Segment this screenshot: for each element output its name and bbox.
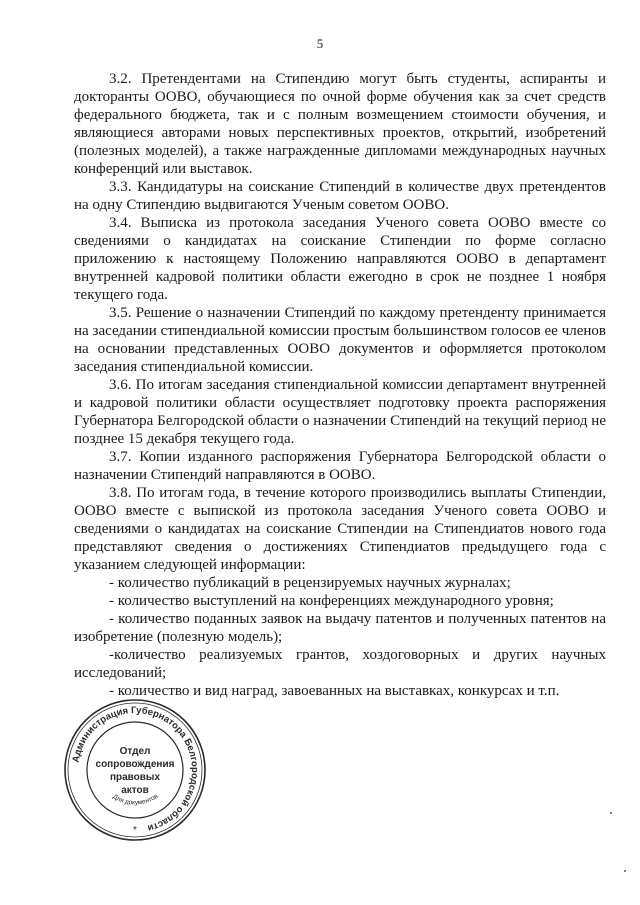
scan-speck <box>624 870 626 872</box>
list-item-conferences: - количество выступлений на конференциях международного уровня; <box>109 593 554 609</box>
paragraph-3-4: 3.4. Выписка из протокола заседания Ученого совета ООВО вместе со сведениями о кандидатах на соискание Стипендии по форме согласно приложению к настоящему Положению направляются ООВО в департамент внутренней кадровой политики области ежегодно в срок не позднее 1 ноября текущего года. <box>74 215 606 303</box>
paragraph-3-6: 3.6. По итогам заседания стипендиальной комиссии департамент внутренней и кадровой политики области осуществляет подготовку проекта распоряжения Губернатора Белгородской области о назначении Стипендий на текущий период не позднее 15 декабря текущего года. <box>74 377 606 447</box>
stamp-center-line-3: правовых <box>109 772 161 783</box>
stamp-center-line-1: Отдел <box>119 746 151 757</box>
list-item-patents: - количество поданных заявок на выдачу патентов и полученных патентов на изобретение (полезную модель); <box>74 611 606 645</box>
stamp-outer-ring <box>65 700 205 840</box>
list-item-awards: - количество и вид наград, завоеванных на выставках, конкурсах и т.п. <box>109 683 560 699</box>
official-stamp <box>62 697 208 843</box>
stamp-center-line-4: актов <box>121 785 149 796</box>
scan-speck <box>610 812 612 814</box>
stamp-bottom-text: Для документов <box>111 792 160 807</box>
stamp-center-line-2: сопровождения <box>95 759 175 770</box>
stamp-star: * <box>133 825 137 836</box>
stamp-outer-ring-inner <box>68 703 202 837</box>
list-item-grants: -количество реализуемых грантов, хоздоговорных и других научных исследований; <box>74 647 606 681</box>
stamp-graphic <box>62 697 208 843</box>
paragraph-3-7: 3.7. Копии изданного распоряжения Губернатора Белгородской области о назначении Стипендий направляются в ООВО. <box>74 449 606 483</box>
page-number: 5 <box>316 36 324 51</box>
list-item-publications: - количество публикаций в рецензируемых научных журналах; <box>109 575 511 591</box>
paragraph-3-2: 3.2. Претендентами на Стипендию могут быть студенты, аспиранты и докторанты ООВО, обучающиеся по очной форме обучения как за счет средств федерального бюджета, так и с полным возмещением стоимости обучения, и являющиеся авторами новых перспективных проектов, открытий, изобретений (полезных моделей), а также награжденные дипломами международных научных конференций или выставок. <box>74 71 606 177</box>
document-body <box>74 70 606 700</box>
stamp-outer-text: Администрация Губернатора Белгородской области <box>70 704 201 834</box>
paragraph-3-5: 3.5. Решение о назначении Стипендий по каждому претенденту принимается на заседании стипендиальной комиссии простым большинством голосов ее членов на основании представленных ООВО документов и оформляется протоколом заседания стипендиальной комиссии. <box>74 305 606 375</box>
paragraph-3-8: 3.8. По итогам года, в течение которого производились выплаты Стипендии, ООВО вместе с выпиской из протокола заседания Ученого совета ООВО и сведениями о кандидатах на соискание Стипендии на Стипендиатов нового года представляют сведения о достижениях Стипендиатов предыдущего года с указанием следующей информации: <box>74 485 606 573</box>
paragraph-3-3: 3.3. Кандидатуры на соискание Стипендий в количестве двух претендентов на одну Стипендию выдвигаются Ученым советом ООВО. <box>74 179 606 213</box>
